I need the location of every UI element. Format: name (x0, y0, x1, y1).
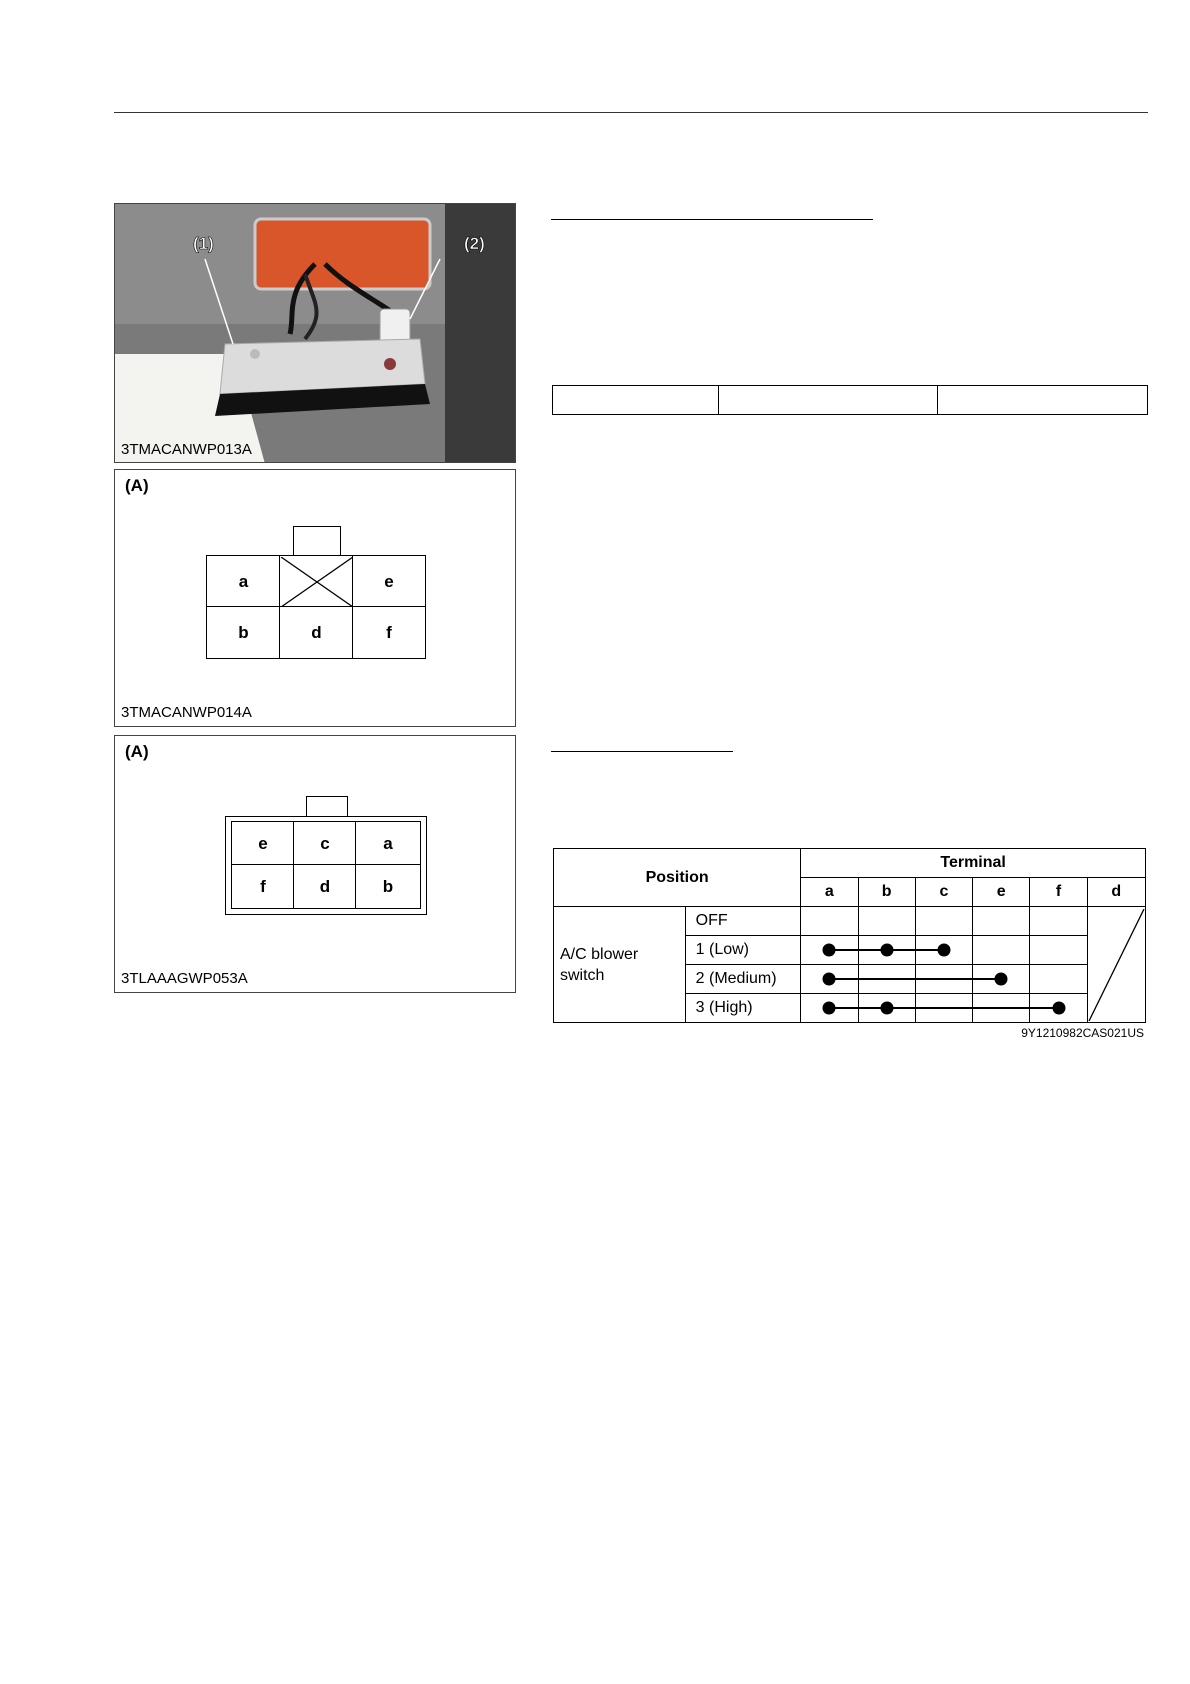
continuity-cell (915, 965, 972, 994)
document-reference: 9Y1210982CAS021US (1021, 1026, 1144, 1040)
terminal-cell-unused (279, 555, 354, 608)
terminal-col-header: d (1087, 878, 1145, 907)
terminal-col-header: c (915, 878, 972, 907)
continuity-cell (801, 994, 858, 1023)
group-label-text: A/C blower switch (560, 945, 639, 984)
terminal-cell: e (352, 555, 426, 608)
terminal-col-header: e (973, 878, 1030, 907)
blower-switch-photo (114, 203, 516, 463)
table-cell (719, 386, 938, 415)
connector-key (293, 526, 341, 556)
continuity-cell (801, 965, 858, 994)
terminal-cell: f (231, 864, 295, 909)
figure-code: 3TMACANWP014A (121, 704, 252, 721)
continuity-cell (915, 994, 972, 1023)
continuity-cell (858, 936, 915, 965)
continuity-cell (858, 965, 915, 994)
continuity-cell (1030, 936, 1087, 965)
terminal-cell: a (206, 555, 281, 608)
continuity-cell (973, 994, 1030, 1023)
continuity-line (973, 978, 1001, 980)
connector-label: (A) (125, 742, 149, 761)
continuity-cell (973, 965, 1030, 994)
not-used-slash (1088, 909, 1145, 1021)
continuity-line (973, 1007, 1030, 1009)
photo-code: 3TMACANWP013A (121, 441, 252, 458)
table-cell (553, 386, 719, 415)
continuity-cell (1030, 994, 1087, 1023)
terminal-cell: b (355, 864, 421, 909)
terminal-cell: f (352, 606, 426, 659)
continuity-cell (801, 936, 858, 965)
photo-illustration (115, 204, 516, 463)
terminal-cell: b (206, 606, 281, 659)
continuity-line (1030, 1007, 1058, 1009)
unused-cross (281, 557, 353, 607)
continuity-line (916, 949, 944, 951)
terminal-cell: d (279, 606, 354, 659)
continuity-cell (973, 907, 1030, 936)
terminal-cell: d (293, 864, 357, 909)
continuity-line (859, 949, 916, 951)
table-row (554, 907, 1146, 936)
continuity-line (916, 978, 973, 980)
figure-code: 3TLAAAGWP053A (121, 970, 248, 987)
connector-diagram-upper (114, 469, 516, 727)
table-cell (938, 386, 1148, 415)
heading-underline (551, 219, 873, 220)
position-label: 3 (High) (685, 994, 801, 1023)
continuity-cell (858, 994, 915, 1023)
position-label: 2 (Medium) (685, 965, 801, 994)
callout-1: (1) (193, 234, 214, 253)
terminal-cell: a (355, 821, 421, 866)
specification-table (552, 385, 1148, 415)
terminal-col-header: b (858, 878, 915, 907)
position-header: Position (554, 849, 801, 907)
continuity-line (829, 978, 858, 980)
connector-label: (A) (125, 476, 149, 495)
continuity-cell (973, 936, 1030, 965)
group-label (554, 907, 686, 1023)
continuity-cell (858, 907, 915, 936)
continuity-line (829, 949, 858, 951)
continuity-line (859, 1007, 916, 1009)
terminal-d-not-used (1087, 907, 1145, 1023)
continuity-cell (801, 907, 858, 936)
terminal-col-header: a (801, 878, 858, 907)
terminal-cell: c (293, 821, 357, 866)
continuity-line (916, 1007, 973, 1009)
continuity-cell (915, 907, 972, 936)
terminal-header: Terminal (801, 849, 1146, 878)
position-label: OFF (685, 907, 801, 936)
connector-diagram-lower (114, 735, 516, 993)
terminal-cell: e (231, 821, 295, 866)
position-label: 1 (Low) (685, 936, 801, 965)
switch-continuity-table (553, 848, 1146, 1023)
heading-underline (551, 751, 733, 752)
continuity-line (829, 1007, 858, 1009)
continuity-cell (1030, 965, 1087, 994)
terminal-col-header: f (1030, 878, 1087, 907)
connector-key (306, 796, 348, 817)
connector-face (225, 796, 427, 912)
callout-2: (2) (464, 234, 485, 253)
continuity-cell (915, 936, 972, 965)
continuity-line (859, 978, 916, 980)
header-rule (114, 112, 1148, 113)
continuity-cell (1030, 907, 1087, 936)
connector-face (206, 526, 426, 662)
